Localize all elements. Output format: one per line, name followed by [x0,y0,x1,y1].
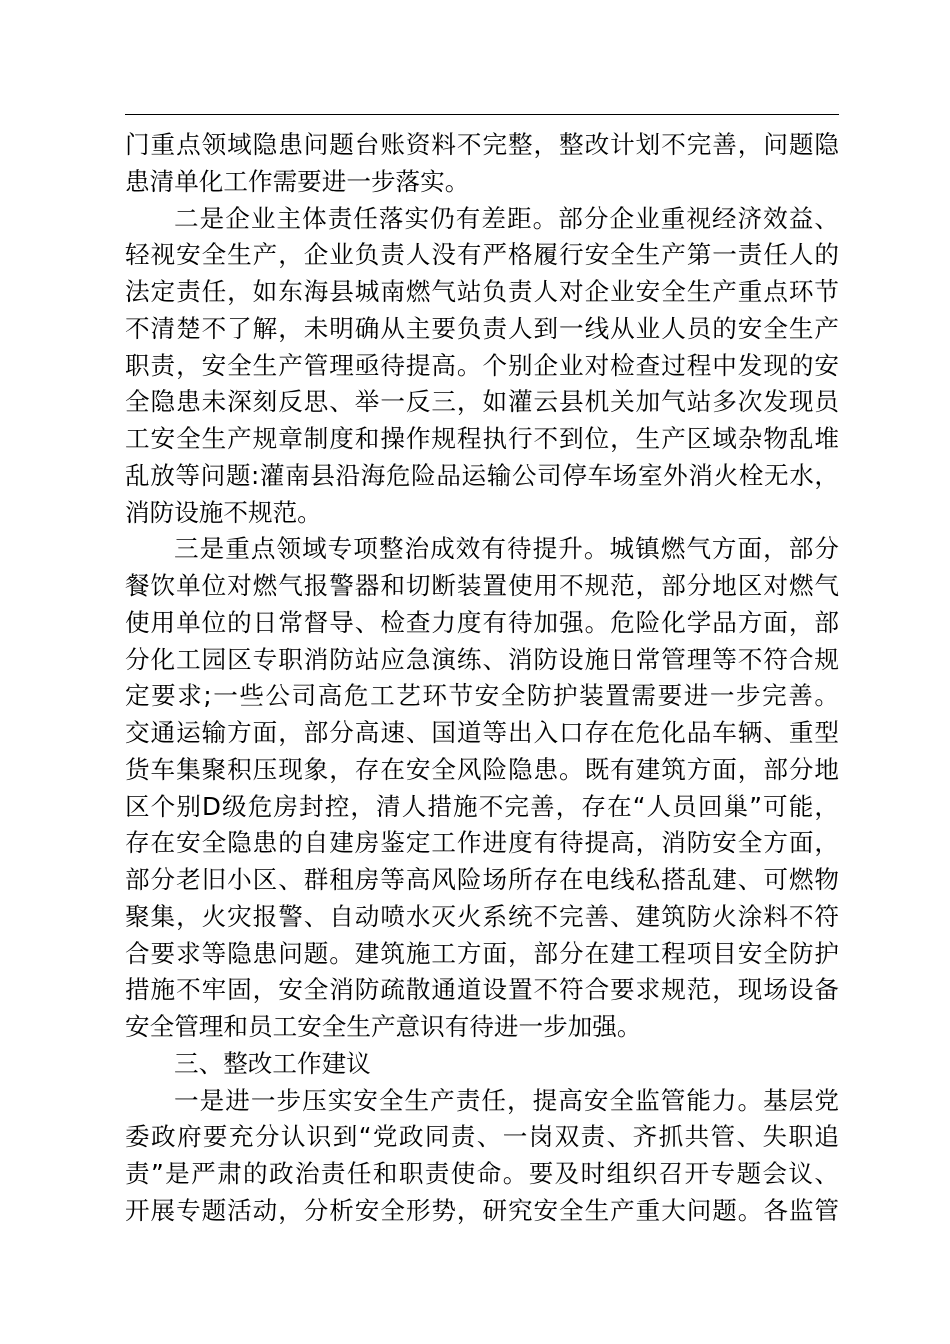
text-line: 开展专题活动，分析安全形势，研究安全生产重大问题。各监管 [125,1195,839,1225]
text-line: 聚集，火灾报警、自动喷水灭火系统不完善、建筑防火涂料不符 [125,901,839,931]
text-line: 门重点领域隐患问题台账资料不完整，整改计划不完善，问题隐 [125,130,839,159]
text-line: 定要求;一些公司高危工艺环节安全防护装置需要进一步完善。 [125,681,839,711]
text-line: 患清单化工作需要进一步落实。 [125,166,470,196]
text-line: 不清楚不了解，未明确从主要负责人到一线从业人员的安全生产 [125,313,839,343]
text-line: 三、整改工作建议 [174,1048,371,1078]
text-line: 轻视安全生产，企业负责人没有严格履行安全生产第一责任人的 [125,240,839,270]
text-line: 分化工园区专职消防站应急演练、消防设施日常管理等不符合规 [125,644,839,674]
text-line: 一是进一步压实安全生产责任，提高安全监管能力。基层党 [174,1085,839,1115]
text-line: 货车集聚积压现象，存在安全风险隐患。既有建筑方面，部分地 [125,754,839,784]
body-text [125,127,839,1230]
text-line: 工安全生产规章制度和操作规程执行不到位，生产区域杂物乱堆 [125,424,839,453]
text-line: 使用单位的日常督导、检查力度有待加强。危险化学品方面，部 [125,607,839,637]
text-line: 餐饮单位对燃气报警器和切断装置使用不规范，部分地区对燃气 [125,571,839,600]
text-line: 法定责任，如东海县城南燃气站负责人对企业安全生产重点环节 [125,277,839,306]
text-line: 安全管理和员工安全生产意识有待进一步加强。 [125,1012,642,1041]
text-line: 三是重点领域专项整治成效有待提升。城镇燃气方面，部分 [174,534,839,564]
text-line: 全隐患未深刻反思、举一反三，如灌云县机关加气站多次发现员 [125,387,839,417]
text-line: 区个别D级危房封控，清人措施不完善，存在“人员回巢”可能， [125,791,839,821]
text-line: 部分老旧小区、群租房等高风险场所存在电线私搭乱建、可燃物 [125,865,839,894]
text-line: 委政府要充分认识到“党政同责、一岗双责、齐抓共管、失职追 [125,1122,839,1152]
text-line: 责”是严肃的政治责任和职责使命。要及时组织召开专题会议、 [125,1159,839,1188]
text-line: 二是企业主体责任落实仍有差距。部分企业重视经济效益、 [174,203,839,233]
header-rule [125,114,839,115]
text-line: 措施不牢固，安全消防疏散通道设置不符合要求规范，现场设备 [125,975,839,1005]
text-line: 消防设施不规范。 [125,497,322,527]
text-line: 交通运输方面，部分高速、国道等出入口存在危化品车辆、重型 [125,718,839,747]
text-line: 存在安全隐患的自建房鉴定工作进度有待提高，消防安全方面， [125,828,839,858]
text-line: 乱放等问题:灌南县沿海危险品运输公司停车场室外消火栓无水， [125,460,839,490]
text-line: 职责，安全生产管理亟待提高。个别企业对检查过程中发现的安 [125,350,839,380]
text-line: 合要求等隐患问题。建筑施工方面，部分在建工程项目安全防护 [125,938,839,968]
